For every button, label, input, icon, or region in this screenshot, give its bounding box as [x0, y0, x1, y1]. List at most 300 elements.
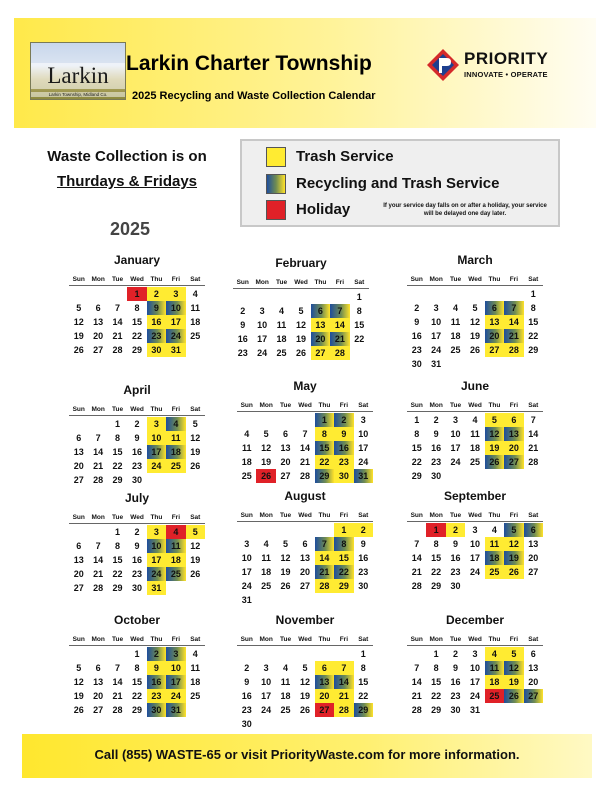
day-cell: 5 — [192, 419, 198, 429]
day-cell: 31 — [431, 359, 442, 369]
day-cell: 25 — [241, 471, 252, 481]
recycling-day-cell: 29 — [354, 703, 373, 717]
day-cell: 22 — [131, 331, 142, 341]
empty-day-cell — [311, 290, 330, 304]
day-cell: 25 — [190, 691, 201, 701]
weekday-label: Fri — [509, 512, 518, 519]
day-cell: 8 — [433, 539, 439, 549]
weekday-label: Thu — [318, 636, 331, 643]
day-cell: 14 — [93, 555, 104, 565]
month-july — [69, 490, 205, 595]
day-cell: 28 — [112, 705, 123, 715]
day-cell: 26 — [469, 345, 480, 355]
empty-day-cell — [256, 523, 275, 537]
month-title: June — [460, 379, 489, 393]
holiday-swatch — [266, 200, 286, 220]
weekday-label: Wed — [468, 636, 482, 643]
month-title: August — [284, 489, 326, 503]
day-cell: 3 — [244, 539, 250, 549]
day-cell: 14 — [299, 443, 310, 453]
weekday-header — [69, 274, 205, 286]
trash-day-cell: 2 — [446, 523, 465, 537]
day-cell: 9 — [453, 663, 459, 673]
weekday-header — [237, 510, 373, 522]
day-cell: 30 — [450, 705, 461, 715]
empty-day-cell — [504, 287, 523, 301]
day-cell: 25 — [469, 457, 480, 467]
weekday-label: Wed — [298, 636, 312, 643]
day-cell: 15 — [112, 555, 123, 565]
weekday-label: Sat — [358, 512, 369, 519]
day-cell: 1 — [115, 419, 121, 429]
day-cell: 12 — [190, 541, 201, 551]
empty-day-cell — [334, 647, 353, 661]
day-cell: 26 — [190, 569, 201, 579]
day-cell: 17 — [257, 334, 268, 344]
trash-day-cell: 17 — [166, 315, 185, 329]
day-cell: 4 — [279, 306, 285, 316]
weekday-label: Fri — [509, 636, 518, 643]
day-cell: 19 — [295, 334, 306, 344]
day-cell: 10 — [358, 429, 369, 439]
weekday-label: Sat — [190, 276, 201, 283]
day-cell: 23 — [131, 569, 142, 579]
day-cell: 7 — [95, 541, 101, 551]
weekday-label: Sat — [354, 279, 365, 286]
day-cell: 15 — [131, 317, 142, 327]
day-cell: 21 — [112, 691, 123, 701]
weekday-label: Tue — [280, 512, 292, 519]
weekday-header — [237, 400, 373, 412]
day-cell: 2 — [240, 306, 246, 316]
weekday-label: Sun — [410, 636, 423, 643]
empty-day-cell — [69, 525, 88, 539]
weekday-label: Mon — [429, 276, 443, 283]
weekday-header — [237, 634, 373, 646]
trash-day-cell: 31 — [147, 581, 166, 595]
recycling-day-cell: 16 — [147, 675, 166, 689]
day-cell: 26 — [295, 348, 306, 358]
day-cell: 9 — [240, 320, 246, 330]
day-cell: 18 — [241, 457, 252, 467]
empty-day-cell — [69, 647, 88, 661]
day-cell: 30 — [431, 471, 442, 481]
day-cell: 22 — [431, 691, 442, 701]
day-cell: 27 — [528, 567, 539, 577]
trash-day-cell: 31 — [166, 343, 185, 357]
recycling-day-cell: 16 — [334, 441, 353, 455]
day-cell: 9 — [244, 677, 250, 687]
day-cell: 12 — [190, 433, 201, 443]
holiday-day-cell: 27 — [315, 703, 334, 717]
trash-day-cell: 26 — [504, 565, 523, 579]
day-cell: 26 — [73, 345, 84, 355]
trash-day-cell: 9 — [334, 427, 353, 441]
day-cell: 4 — [192, 289, 198, 299]
day-cell: 30 — [358, 581, 369, 591]
trash-day-cell: 9 — [147, 661, 166, 675]
day-cell: 26 — [280, 581, 291, 591]
trash-day-cell: 30 — [334, 469, 353, 483]
empty-day-cell — [88, 647, 107, 661]
day-cell: 4 — [263, 539, 269, 549]
day-cell: 2 — [244, 663, 250, 673]
day-cell: 16 — [131, 555, 142, 565]
day-cell: 18 — [276, 334, 287, 344]
day-cell: 12 — [469, 317, 480, 327]
trash-day-cell: 25 — [166, 459, 185, 473]
day-cell: 24 — [261, 705, 272, 715]
calendar-subtitle: 2025 Recycling and Waste Collection Calendar — [132, 90, 376, 102]
day-cell: 23 — [358, 567, 369, 577]
empty-day-cell — [237, 647, 256, 661]
recycling-day-cell: 22 — [334, 565, 353, 579]
month-january — [69, 252, 205, 357]
recycling-day-cell: 12 — [485, 427, 504, 441]
weekday-label: Sat — [190, 636, 201, 643]
weekday-label: Mon — [91, 276, 105, 283]
day-cell: 16 — [237, 334, 248, 344]
recycling-day-cell: 21 — [315, 565, 334, 579]
day-cell: 27 — [73, 475, 84, 485]
holiday-day-cell: 25 — [485, 689, 504, 703]
empty-day-cell — [276, 523, 295, 537]
recycling-day-cell: 27 — [504, 455, 523, 469]
day-cell: 29 — [431, 705, 442, 715]
weekday-label: Fri — [335, 279, 344, 286]
empty-day-cell — [315, 647, 334, 661]
day-cell: 3 — [472, 525, 478, 535]
trash-day-cell: 19 — [504, 675, 523, 689]
weekday-header — [69, 404, 205, 416]
day-cell: 23 — [241, 705, 252, 715]
month-title: May — [293, 379, 317, 393]
day-cell: 21 — [93, 461, 104, 471]
weekday-label: Thu — [150, 636, 163, 643]
weekday-label: Thu — [318, 512, 331, 519]
recycling-day-cell: 26 — [504, 689, 523, 703]
empty-day-cell — [276, 413, 295, 427]
recycling-day-cell: 19 — [504, 551, 523, 565]
empty-day-cell — [88, 525, 107, 539]
day-cell: 8 — [134, 663, 140, 673]
weekday-label: Wed — [130, 636, 144, 643]
day-cell: 11 — [280, 677, 291, 687]
recycling-day-cell: 3 — [166, 647, 185, 661]
weekday-header — [407, 400, 543, 412]
weekday-label: Mon — [429, 636, 443, 643]
day-cell: 17 — [358, 443, 369, 453]
day-cell: 16 — [450, 553, 461, 563]
empty-day-cell — [69, 287, 88, 301]
month-title: February — [275, 256, 327, 270]
empty-day-cell — [295, 523, 314, 537]
trash-day-cell: 14 — [504, 315, 523, 329]
day-cell: 4 — [491, 525, 497, 535]
recycling-day-cell: 11 — [485, 661, 504, 675]
recycling-day-cell: 21 — [330, 332, 349, 346]
day-cell: 15 — [112, 447, 123, 457]
recycling-day-cell: 17 — [166, 675, 185, 689]
weekday-label: Wed — [130, 276, 144, 283]
day-cell: 18 — [469, 443, 480, 453]
day-cell: 3 — [263, 663, 269, 673]
footer-banner — [22, 734, 592, 778]
weekday-header — [407, 634, 543, 646]
day-cell: 27 — [280, 471, 291, 481]
day-cell: 12 — [295, 320, 306, 330]
day-cell: 1 — [433, 649, 439, 659]
trash-day-cell: 28 — [315, 579, 334, 593]
trash-day-cell: 16 — [147, 315, 166, 329]
weekday-label: Tue — [112, 276, 124, 283]
month-title: December — [445, 613, 505, 627]
day-cell: 14 — [112, 317, 123, 327]
recycling-day-cell: 24 — [147, 567, 166, 581]
day-cell: 5 — [283, 539, 289, 549]
day-cell: 13 — [73, 447, 84, 457]
day-cell: 23 — [411, 345, 422, 355]
weekday-label: Thu — [318, 402, 331, 409]
weekday-label: Wed — [468, 512, 482, 519]
weekday-label: Sun — [410, 402, 423, 409]
recycling-day-cell: 6 — [524, 523, 543, 537]
day-cell: 25 — [190, 331, 201, 341]
trash-day-cell: 24 — [147, 459, 166, 473]
legend-holiday-label: Holiday — [296, 201, 351, 218]
township-title: Larkin Charter Township — [126, 52, 372, 75]
day-cell: 14 — [93, 447, 104, 457]
day-cell: 25 — [276, 348, 287, 358]
day-cell: 23 — [131, 461, 142, 471]
recycling-day-cell: 23 — [147, 329, 166, 343]
day-cell: 22 — [112, 461, 123, 471]
day-cell: 20 — [93, 331, 104, 341]
weekday-label: Tue — [112, 636, 124, 643]
trash-day-cell: 3 — [147, 525, 166, 539]
weekday-label: Fri — [339, 402, 348, 409]
empty-day-cell — [88, 287, 107, 301]
trash-day-cell: 14 — [330, 318, 349, 332]
day-cell: 29 — [411, 471, 422, 481]
month-title: November — [275, 613, 335, 627]
recycling-day-cell: 17 — [147, 445, 166, 459]
empty-day-cell — [426, 287, 445, 301]
footer-contact-text: Call (855) WASTE-65 or visit PriorityWaste.com for more information. — [94, 747, 520, 762]
month-may — [237, 378, 373, 483]
day-cell: 3 — [360, 415, 366, 425]
day-cell: 7 — [414, 663, 420, 673]
year-label: 2025 — [110, 219, 151, 239]
day-cell: 7 — [302, 429, 308, 439]
recycling-day-cell: 8 — [334, 537, 353, 551]
trash-day-cell: 18 — [166, 553, 185, 567]
trash-day-cell: 11 — [485, 537, 504, 551]
day-cell: 13 — [528, 539, 539, 549]
day-cell: 5 — [76, 663, 82, 673]
day-cell: 3 — [453, 415, 459, 425]
recycling-day-cell: 6 — [485, 301, 504, 315]
day-cell: 24 — [358, 457, 369, 467]
day-cell: 16 — [358, 553, 369, 563]
trash-day-cell: 27 — [311, 346, 330, 360]
day-cell: 11 — [190, 303, 201, 313]
day-cell: 3 — [259, 306, 265, 316]
day-cell: 24 — [241, 581, 252, 591]
recycling-day-cell: 14 — [334, 675, 353, 689]
recycling-day-cell: 12 — [504, 661, 523, 675]
recycling-day-cell: 1 — [315, 413, 334, 427]
weekday-label: Fri — [171, 514, 180, 521]
weekday-label: Sun — [240, 636, 253, 643]
day-cell: 14 — [411, 553, 422, 563]
schedule-days: Thurdays & Fridays — [56, 173, 198, 190]
recycling-day-cell: 18 — [485, 551, 504, 565]
day-cell: 4 — [283, 663, 289, 673]
day-cell: 23 — [431, 457, 442, 467]
day-cell: 22 — [411, 457, 422, 467]
day-cell: 10 — [241, 553, 252, 563]
day-cell: 2 — [134, 419, 140, 429]
trash-swatch — [266, 147, 286, 167]
weekday-label: Mon — [429, 402, 443, 409]
day-cell: 24 — [450, 457, 461, 467]
trash-day-cell: 7 — [334, 661, 353, 675]
trash-day-cell: 28 — [330, 346, 349, 360]
weekday-label: Sun — [410, 276, 423, 283]
weekday-label: Wed — [298, 512, 312, 519]
holiday-day-cell: 1 — [127, 287, 146, 301]
day-cell: 20 — [280, 457, 291, 467]
weekday-label: Sat — [528, 276, 539, 283]
day-cell: 30 — [450, 581, 461, 591]
day-cell: 1 — [360, 649, 366, 659]
empty-day-cell — [256, 647, 275, 661]
trash-day-cell: 6 — [504, 413, 523, 427]
day-cell: 2 — [433, 415, 439, 425]
weekday-label: Tue — [450, 402, 462, 409]
weekday-label: Sat — [358, 402, 369, 409]
weekday-label: Tue — [280, 636, 292, 643]
weekday-label: Sun — [410, 512, 423, 519]
trash-day-cell: 21 — [334, 689, 353, 703]
recycling-day-cell: 10 — [166, 301, 185, 315]
day-cell: 17 — [261, 691, 272, 701]
empty-day-cell — [69, 417, 88, 431]
recycling-day-cell: 13 — [504, 427, 523, 441]
empty-day-cell — [330, 290, 349, 304]
trash-day-cell: 18 — [485, 675, 504, 689]
day-cell: 10 — [469, 663, 480, 673]
day-cell: 8 — [356, 306, 362, 316]
day-grid — [69, 287, 205, 357]
day-cell: 13 — [280, 443, 291, 453]
recycling-day-cell: 31 — [354, 469, 373, 483]
recycling-day-cell: 26 — [485, 455, 504, 469]
day-cell: 9 — [134, 541, 140, 551]
recycling-day-cell: 24 — [166, 329, 185, 343]
legend-recycling-label: Recycling and Trash Service — [296, 175, 500, 192]
month-june — [407, 378, 543, 483]
day-cell: 5 — [472, 303, 478, 313]
trash-day-cell: 25 — [485, 565, 504, 579]
brand-name: PRIORITY — [464, 49, 549, 68]
day-grid — [233, 290, 369, 360]
trash-day-cell: 29 — [334, 579, 353, 593]
trash-day-cell: 2 — [354, 523, 373, 537]
day-cell: 15 — [354, 320, 365, 330]
day-cell: 2 — [453, 649, 459, 659]
trash-day-cell: 2 — [147, 287, 166, 301]
day-cell: 13 — [93, 317, 104, 327]
day-cell: 18 — [190, 677, 201, 687]
day-cell: 4 — [192, 649, 198, 659]
recycling-day-cell: 18 — [166, 445, 185, 459]
day-cell: 19 — [299, 691, 310, 701]
trash-day-cell: 30 — [147, 343, 166, 357]
holiday-day-cell: 26 — [256, 469, 275, 483]
weekday-label: Tue — [112, 514, 124, 521]
day-cell: 28 — [528, 457, 539, 467]
empty-day-cell — [485, 287, 504, 301]
day-cell: 12 — [73, 677, 84, 687]
day-grid — [237, 413, 373, 483]
day-cell: 29 — [528, 345, 539, 355]
day-cell: 10 — [257, 320, 268, 330]
recycling-day-cell: 21 — [504, 329, 523, 343]
day-cell: 27 — [299, 581, 310, 591]
day-cell: 17 — [469, 553, 480, 563]
weekday-label: Thu — [150, 514, 163, 521]
day-cell: 20 — [528, 553, 539, 563]
weekday-label: Thu — [488, 402, 501, 409]
day-cell: 15 — [411, 443, 422, 453]
empty-day-cell — [291, 290, 310, 304]
trash-day-cell: 13 — [311, 318, 330, 332]
day-cell: 8 — [433, 663, 439, 673]
month-august — [237, 488, 373, 607]
trash-day-cell: 12 — [504, 537, 523, 551]
day-cell: 22 — [358, 691, 369, 701]
day-cell: 28 — [93, 475, 104, 485]
trash-day-cell: 28 — [334, 703, 353, 717]
weekday-label: Wed — [130, 406, 144, 413]
day-cell: 30 — [241, 719, 252, 729]
trash-day-cell: 23 — [334, 455, 353, 469]
day-cell: 28 — [112, 345, 123, 355]
day-cell: 24 — [469, 691, 480, 701]
weekday-label: Sat — [358, 636, 369, 643]
empty-day-cell — [272, 290, 291, 304]
day-cell: 1 — [356, 292, 362, 302]
day-grid — [69, 647, 205, 717]
day-cell: 25 — [280, 705, 291, 715]
day-cell: 29 — [131, 705, 142, 715]
weekday-label: Sun — [72, 514, 85, 521]
day-cell: 22 — [431, 567, 442, 577]
day-cell: 20 — [93, 691, 104, 701]
day-cell: 4 — [472, 415, 478, 425]
day-cell: 29 — [112, 475, 123, 485]
day-grid — [69, 525, 205, 595]
weekday-label: Thu — [150, 406, 163, 413]
day-cell: 11 — [241, 443, 252, 453]
day-cell: 1 — [115, 527, 121, 537]
weekday-label: Sat — [190, 514, 201, 521]
day-grid — [407, 647, 543, 717]
day-cell: 31 — [241, 595, 252, 605]
day-cell: 22 — [354, 334, 365, 344]
